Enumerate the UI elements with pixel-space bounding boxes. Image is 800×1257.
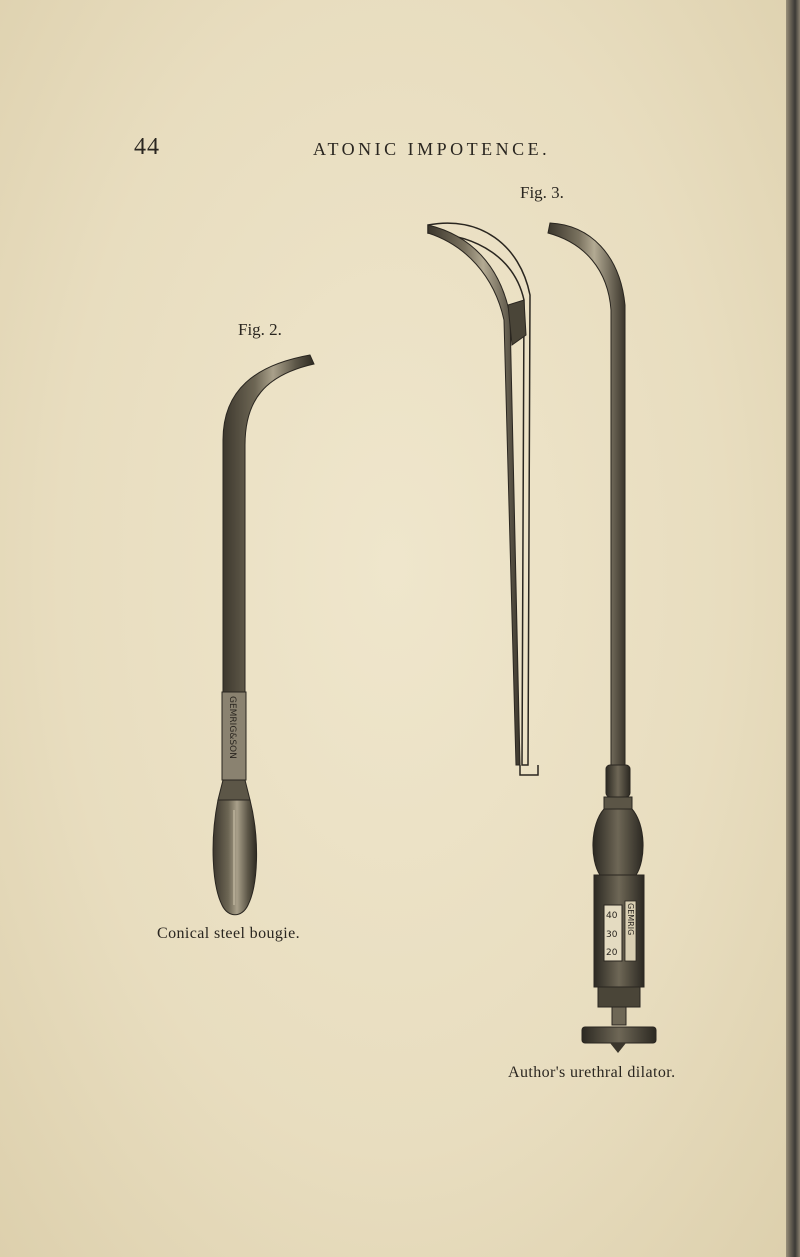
fig-3-label: Fig. 3.	[520, 183, 564, 202]
urethral-dilator-illustration	[420, 205, 660, 1065]
scale-mark-40: 40	[606, 911, 618, 921]
page-number: 44	[134, 134, 160, 160]
fig-2-label: Fig. 2.	[238, 320, 282, 339]
scale-mark-20: 20	[606, 948, 618, 958]
scale-mark-30: 30	[606, 930, 618, 940]
fig-2-maker-mark: GEMRIG&SON	[227, 696, 237, 759]
running-head: ATONIC IMPOTENCE.	[313, 139, 551, 159]
book-spine-edge	[786, 0, 800, 1257]
fig-3-maker-mark: GEMRIG	[626, 903, 635, 936]
fig-3-caption: Author's urethral dilator.	[508, 1064, 676, 1081]
conical-bougie-illustration	[200, 340, 330, 930]
fig-2-caption: Conical steel bougie.	[157, 925, 301, 942]
